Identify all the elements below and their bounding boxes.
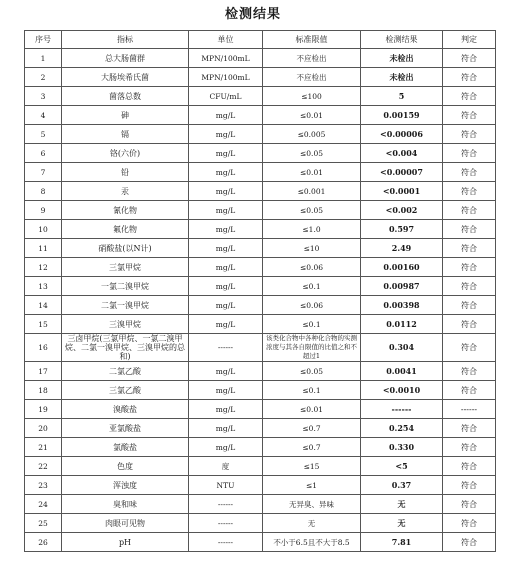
cell-no: 19 <box>25 400 62 419</box>
cell-result: <5 <box>361 457 443 476</box>
cell-judge: 符合 <box>443 495 496 514</box>
cell-unit: NTU <box>189 476 263 495</box>
cell-result: 未检出 <box>361 49 443 68</box>
cell-result: 0.0112 <box>361 315 443 334</box>
cell-unit: mg/L <box>189 239 263 258</box>
cell-no: 22 <box>25 457 62 476</box>
cell-indicator: pH <box>62 533 189 552</box>
header-judge: 判定 <box>443 31 496 49</box>
cell-no: 1 <box>25 49 62 68</box>
cell-indicator: 大肠埃希氏菌 <box>62 68 189 87</box>
cell-unit: mg/L <box>189 438 263 457</box>
cell-judge: 符合 <box>443 476 496 495</box>
header-unit: 单位 <box>189 31 263 49</box>
cell-judge: 符合 <box>443 381 496 400</box>
table-row <box>25 258 496 277</box>
table-row <box>25 476 496 495</box>
cell-indicator: 铬(六价) <box>62 144 189 163</box>
cell-limit: 无异臭、异味 <box>263 495 361 514</box>
cell-no: 5 <box>25 125 62 144</box>
table-row <box>25 125 496 144</box>
cell-result: 7.81 <box>361 533 443 552</box>
cell-result: 0.254 <box>361 419 443 438</box>
cell-no: 24 <box>25 495 62 514</box>
table-row <box>25 49 496 68</box>
table-row <box>25 400 496 419</box>
cell-indicator: 氟化物 <box>62 220 189 239</box>
cell-unit: mg/L <box>189 315 263 334</box>
cell-indicator: 二氯乙酸 <box>62 362 189 381</box>
cell-indicator: 亚氯酸盐 <box>62 419 189 438</box>
cell-limit: 不应检出 <box>263 68 361 87</box>
cell-judge: 符合 <box>443 334 496 362</box>
cell-unit: mg/L <box>189 182 263 201</box>
cell-limit: 无 <box>263 514 361 533</box>
cell-indicator: 氯酸盐 <box>62 438 189 457</box>
cell-result: 0.00398 <box>361 296 443 315</box>
table-row <box>25 144 496 163</box>
cell-limit: ≤0.06 <box>263 296 361 315</box>
cell-limit: 该类化合物中各种化合物的实测浓度与其各自限值的比值之和不超过1 <box>263 334 361 362</box>
cell-result: <0.00007 <box>361 163 443 182</box>
header-no: 序号 <box>25 31 62 49</box>
results-table <box>24 30 496 552</box>
cell-unit: mg/L <box>189 400 263 419</box>
cell-no: 13 <box>25 277 62 296</box>
cell-no: 12 <box>25 258 62 277</box>
cell-result: 0.0041 <box>361 362 443 381</box>
cell-limit: ≤0.05 <box>263 201 361 220</box>
cell-indicator: 镉 <box>62 125 189 144</box>
table-row <box>25 533 496 552</box>
cell-result: 无 <box>361 495 443 514</box>
cell-unit: MPN/100mL <box>189 68 263 87</box>
cell-unit: mg/L <box>189 201 263 220</box>
cell-indicator: 硝酸盐(以N计) <box>62 239 189 258</box>
table-row <box>25 68 496 87</box>
cell-unit: mg/L <box>189 381 263 400</box>
cell-result: 0.37 <box>361 476 443 495</box>
table-row <box>25 182 496 201</box>
cell-no: 25 <box>25 514 62 533</box>
cell-indicator: 铅 <box>62 163 189 182</box>
table-row <box>25 296 496 315</box>
cell-no: 20 <box>25 419 62 438</box>
table-row <box>25 220 496 239</box>
cell-judge: 符合 <box>443 201 496 220</box>
cell-unit: mg/L <box>189 220 263 239</box>
cell-judge: 符合 <box>443 457 496 476</box>
table-header-row <box>25 31 496 49</box>
cell-unit: CFU/mL <box>189 87 263 106</box>
cell-indicator: 菌落总数 <box>62 87 189 106</box>
cell-unit: MPN/100mL <box>189 49 263 68</box>
cell-result: <0.002 <box>361 201 443 220</box>
cell-no: 26 <box>25 533 62 552</box>
cell-no: 10 <box>25 220 62 239</box>
header-indicator: 指标 <box>62 31 189 49</box>
cell-indicator: 汞 <box>62 182 189 201</box>
cell-limit: ≤100 <box>263 87 361 106</box>
table-row <box>25 87 496 106</box>
header-limit: 标准限值 <box>263 31 361 49</box>
cell-limit: ≤0.05 <box>263 144 361 163</box>
cell-unit: mg/L <box>189 419 263 438</box>
cell-result: <0.0001 <box>361 182 443 201</box>
cell-no: 9 <box>25 201 62 220</box>
cell-judge: 符合 <box>443 87 496 106</box>
cell-unit: mg/L <box>189 362 263 381</box>
cell-result: <0.00006 <box>361 125 443 144</box>
cell-unit: ------ <box>189 334 263 362</box>
table-row <box>25 457 496 476</box>
cell-no: 8 <box>25 182 62 201</box>
cell-no: 6 <box>25 144 62 163</box>
cell-no: 3 <box>25 87 62 106</box>
cell-limit: ≤0.1 <box>263 381 361 400</box>
cell-result: 2.49 <box>361 239 443 258</box>
cell-unit: mg/L <box>189 144 263 163</box>
cell-limit: ≤0.7 <box>263 438 361 457</box>
cell-no: 14 <box>25 296 62 315</box>
cell-result: <0.0010 <box>361 381 443 400</box>
table-row <box>25 438 496 457</box>
cell-indicator: 三溴甲烷 <box>62 315 189 334</box>
header-result: 检测结果 <box>361 31 443 49</box>
table-row <box>25 163 496 182</box>
cell-result: 0.330 <box>361 438 443 457</box>
cell-limit: ≤1 <box>263 476 361 495</box>
cell-indicator: 臭和味 <box>62 495 189 514</box>
cell-limit: 不小于6.5且不大于8.5 <box>263 533 361 552</box>
table-row <box>25 201 496 220</box>
cell-unit: ------ <box>189 495 263 514</box>
cell-result: 5 <box>361 87 443 106</box>
cell-unit: mg/L <box>189 163 263 182</box>
table-row <box>25 495 496 514</box>
cell-unit: mg/L <box>189 125 263 144</box>
cell-no: 7 <box>25 163 62 182</box>
cell-indicator: 溴酸盐 <box>62 400 189 419</box>
cell-limit: ≤0.001 <box>263 182 361 201</box>
cell-judge: 符合 <box>443 125 496 144</box>
cell-judge: 符合 <box>443 220 496 239</box>
cell-judge: 符合 <box>443 533 496 552</box>
cell-judge: 符合 <box>443 296 496 315</box>
table-row <box>25 315 496 334</box>
cell-indicator: 色度 <box>62 457 189 476</box>
cell-limit: ≤10 <box>263 239 361 258</box>
table-row <box>25 277 496 296</box>
table-row <box>25 239 496 258</box>
cell-limit: ≤0.06 <box>263 258 361 277</box>
cell-unit: ------ <box>189 514 263 533</box>
cell-no: 17 <box>25 362 62 381</box>
cell-limit: ≤0.005 <box>263 125 361 144</box>
cell-no: 21 <box>25 438 62 457</box>
cell-limit: ≤0.7 <box>263 419 361 438</box>
table-row <box>25 334 496 362</box>
cell-indicator: 三卤甲烷(三氯甲烷、一氯二溴甲烷、二氯一溴甲烷、三溴甲烷的总和) <box>62 334 189 362</box>
cell-indicator: 氰化物 <box>62 201 189 220</box>
cell-limit: ≤0.01 <box>263 106 361 125</box>
cell-result: 0.304 <box>361 334 443 362</box>
cell-unit: 度 <box>189 457 263 476</box>
cell-indicator: 二氯一溴甲烷 <box>62 296 189 315</box>
cell-unit: ------ <box>189 533 263 552</box>
cell-limit: ≤0.1 <box>263 277 361 296</box>
cell-limit: ≤15 <box>263 457 361 476</box>
cell-no: 4 <box>25 106 62 125</box>
cell-judge: 符合 <box>443 514 496 533</box>
cell-indicator: 肉眼可见物 <box>62 514 189 533</box>
cell-result: 0.00160 <box>361 258 443 277</box>
cell-result: ------ <box>361 400 443 419</box>
cell-indicator: 三氯乙酸 <box>62 381 189 400</box>
cell-unit: mg/L <box>189 106 263 125</box>
cell-indicator: 总大肠菌群 <box>62 49 189 68</box>
cell-judge: 符合 <box>443 362 496 381</box>
table-row <box>25 381 496 400</box>
cell-result: 未检出 <box>361 68 443 87</box>
cell-no: 15 <box>25 315 62 334</box>
cell-indicator: 三氯甲烷 <box>62 258 189 277</box>
cell-judge: 符合 <box>443 163 496 182</box>
cell-judge: 符合 <box>443 419 496 438</box>
cell-indicator: 砷 <box>62 106 189 125</box>
cell-indicator: 浑浊度 <box>62 476 189 495</box>
cell-no: 23 <box>25 476 62 495</box>
cell-no: 18 <box>25 381 62 400</box>
table-row <box>25 514 496 533</box>
cell-limit: ≤1.0 <box>263 220 361 239</box>
cell-limit: 不应检出 <box>263 49 361 68</box>
cell-result: <0.004 <box>361 144 443 163</box>
cell-judge: 符合 <box>443 438 496 457</box>
cell-judge: 符合 <box>443 315 496 334</box>
table-row <box>25 362 496 381</box>
cell-judge: ------ <box>443 400 496 419</box>
cell-limit: ≤0.05 <box>263 362 361 381</box>
cell-indicator: 一氯二溴甲烷 <box>62 277 189 296</box>
cell-no: 2 <box>25 68 62 87</box>
table-row <box>25 106 496 125</box>
cell-result: 无 <box>361 514 443 533</box>
cell-judge: 符合 <box>443 106 496 125</box>
cell-judge: 符合 <box>443 182 496 201</box>
cell-judge: 符合 <box>443 49 496 68</box>
cell-judge: 符合 <box>443 258 496 277</box>
cell-result: 0.597 <box>361 220 443 239</box>
cell-no: 16 <box>25 334 62 362</box>
page-title: 检测结果 <box>224 7 281 22</box>
cell-no: 11 <box>25 239 62 258</box>
cell-judge: 符合 <box>443 144 496 163</box>
cell-limit: ≤0.1 <box>263 315 361 334</box>
cell-judge: 符合 <box>443 239 496 258</box>
table-row <box>25 419 496 438</box>
cell-limit: ≤0.01 <box>263 163 361 182</box>
cell-judge: 符合 <box>443 68 496 87</box>
cell-judge: 符合 <box>443 277 496 296</box>
cell-unit: mg/L <box>189 258 263 277</box>
cell-result: 0.00987 <box>361 277 443 296</box>
cell-unit: mg/L <box>189 296 263 315</box>
cell-unit: mg/L <box>189 277 263 296</box>
cell-limit: ≤0.01 <box>263 400 361 419</box>
cell-result: 0.00159 <box>361 106 443 125</box>
